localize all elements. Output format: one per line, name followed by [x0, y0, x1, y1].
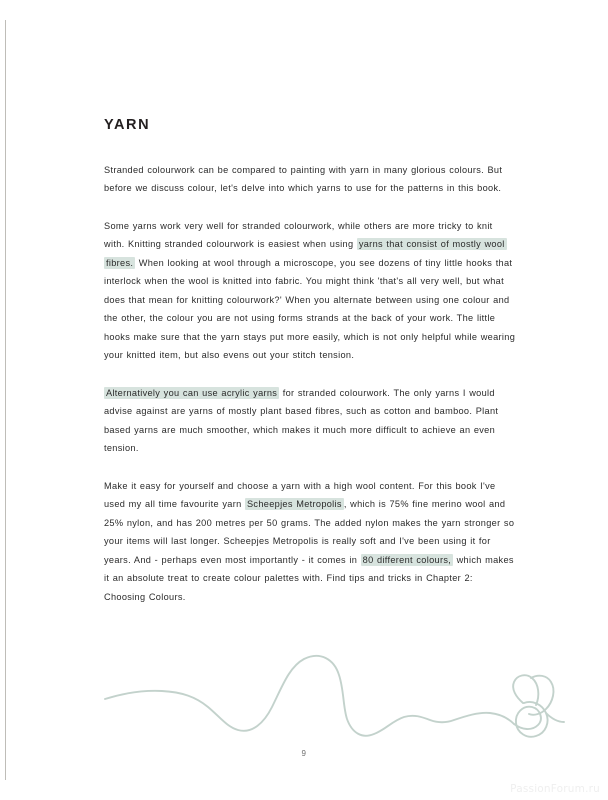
yarn-thread-decoration: [96, 645, 566, 755]
text-run: for stranded colourwork. The only yarns I would advise against are yarns of mostly plant based fibres, such as cotton and bamboo. Plant based yarns are much smoother, which makes it much more difficult to achieve an even tension.: [104, 387, 499, 453]
page-number: 9: [301, 749, 307, 758]
site-watermark: PassionForum.ru: [510, 783, 600, 795]
paragraph-p4: [104, 477, 516, 607]
highlighted-text: Scheepjes Metropolis: [246, 499, 342, 509]
text-run: , which is 75% fine merino wool and 25% nylon, and has 200 metres per 50 grams. The added nylon makes the yarn stronger so your items will last longer. Scheepjes Metropolis is really soft and I've been using it for years. And - perhaps even most importantly - it comes in: [104, 499, 515, 565]
highlighted-text: yarns that consist of mostly wool fibres.: [106, 239, 505, 268]
text-run: Stranded colourwork can be compared to painting with yarn in many glorious colours. But before we discuss colour, let's delve into which yarns to use for the patterns in this book.: [104, 164, 503, 193]
page-content: [104, 118, 516, 606]
book-spine-rule: [5, 20, 6, 780]
highlighted-text: 80 different colours,: [362, 554, 452, 565]
highlighted-text: Alternatively you can use acrylic yarns: [106, 387, 278, 398]
text-run: which makes it an absolute treat to create colour palettes with. Find tips and tricks in Chapter 2: Choosing Colours.: [104, 554, 514, 602]
paragraph-p3: [104, 384, 516, 458]
paragraph-p1: [104, 161, 516, 198]
body-text: [104, 161, 516, 607]
paragraph-p2: [104, 217, 516, 365]
text-run: When looking at wool through a microscope, you see dozens of tiny little hooks that interlock when the wool is knitted into fabric. You might think 'that's all very well, but what does that mean for knitting colourwork?' When you alternate between using one colour and the other, the colour you are not using forms strands at the back of your work. The little hooks make sure that the yarn stays put more easily, which is not only helpful while wearing your knitted item, but also evens out your stitch tension.: [104, 257, 516, 360]
text-run: Some yarns work very well for stranded colourwork, while others are more tricky to knit with. Knitting stranded colourwork is easiest when using: [104, 220, 493, 249]
page-title: YARN: [104, 117, 151, 133]
text-run: Make it easy for yourself and choose a yarn with a high wool content. For this book I've used my all time favourite yarn: [104, 480, 496, 509]
